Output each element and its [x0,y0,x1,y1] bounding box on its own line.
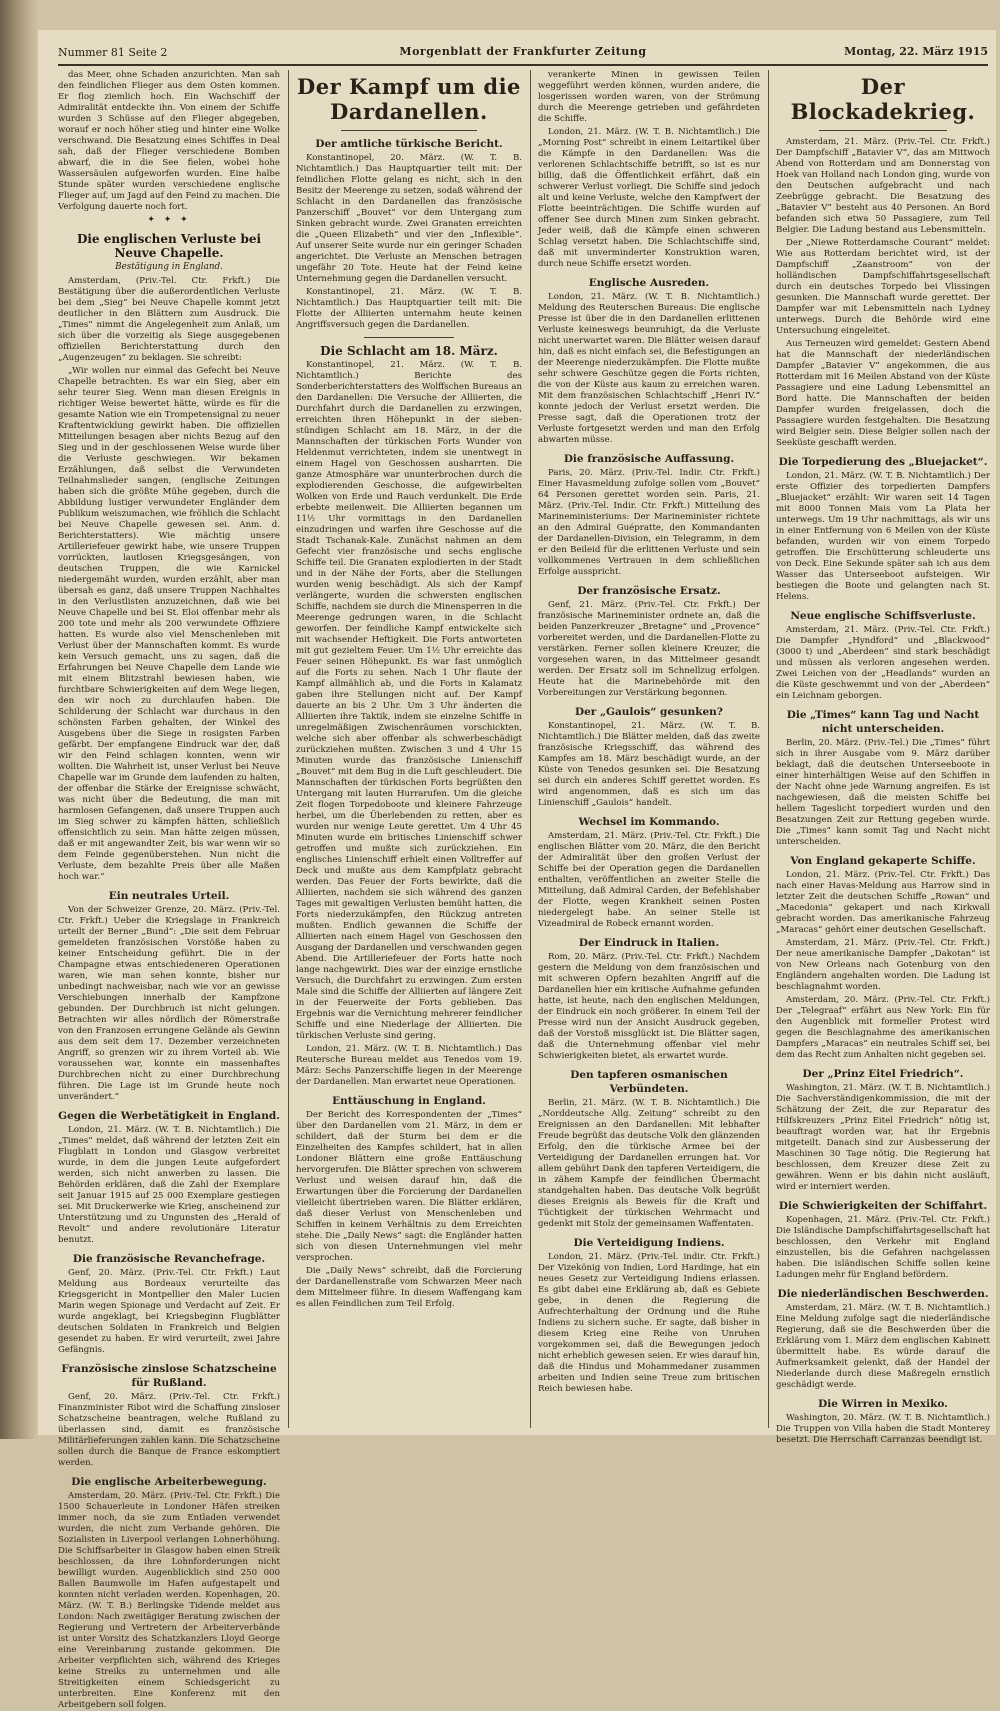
article-paragraph: Amsterdam, 21. März. (Priv.-Tel. Ctr. Frkft.) Die englischen Blätter vom 20. März, die den Bericht der Admiralität über den großen Verlust der Schiffe bei der Operation gegen die Dardanellen enthalten, veröffentlichen an zweiter Stelle die Mitteilung, daß Admiral Carden, der Befehlshaber der Flotte, wegen Krankheit seinen Posten niedergelegt habe. An seiner Stelle ist Vizeadmiral de Robeck ernannt worden. [538,831,760,929]
headline: Den tapferen osmanischen Verbündeten. [570,1069,728,1095]
column-3 [538,70,760,1430]
subheadline: Bestätigung in England. [115,262,223,272]
article-paragraph: Amsterdam, 21. März. (Priv.-Tel. Ctr. Frkft.) Die Dampfer „Hyndford“ und „Blackwood“ (3000 t) und „Aberdeen“ sind stark beschädigt und müssen als verloren angesehen werden. Zwei Leichen von der „Headlands“ wurden an die Küste geschwemmt und von der „Aberdeen“ ein Leichnam geborgen. [776,625,990,701]
article-paragraph: „Wir wollen nur einmal das Gefecht bei Neuve Chapelle betrachten. Es war ein Sieg, aber ein sehr teurer Sieg. Wenn man diesen Ereignis in richtiger Weise bewertet hätte, würde es für die gesamte Nation wie ein Trompetensignal zu neuer Kraftentwicklung gewirkt haben. Die offiziellen Mitteilungen besagen aber nichts Bezug auf den Sieg und in der geschlossenen Weise wurde über die Verluste geschwiegen. Wir bekamen Erzählungen, daß selbst die Verwundeten Teilnahmslieder sangen, (englische Zeitungen haben sich die größte Mühe gegeben, durch die Abbildung lustiger verwundeter Engländer dem Publikum weiszumachen, wie fröhlich die Schlacht bei Neuve Chapelle gewesen sei. Anm. d. Berichterstatters). Wie mächtig unsere Artilleriefeuer gewirkt habe, wie unsere Truppen vorrückten, lautlosen Kriegsgesängen, von deutschen Truppen, die wie Karnickel niedergemäht wurden, wurden erzählt, aber man übersah es ganz, daß unsere Truppen Nachhaltes in den Verlustlisten anzuzeichnen, daß wie bei Neuve Chapelle und bei St. Eloi offenbar mehr als 200 tote und mehr als 200 verwundete Offiziere hatten. Es wurde also viel Menschenleben mit Verlust über der Mannschaften kommt. Es wurde kein Versuch gemacht, uns zu sagen, daß die Erfahrungen bei Neuve Chapelle dem Lande wie mit einem Blitzstrahl bewiesen haben, wie furchtbare Schwierigkeiten auf dem Wege liegen, den wir noch zu durchlaufen haben. Die Schilderung der Schlacht war durchaus in den schönsten Farben gehalten, der Winkel des Ausgebens über die Siege in rosigsten Farben gefärbt. Der empfangene Eindruck war der, daß wir den Feind schlagen konnten, wenn wir wollten. Die Wahrheit ist, unser Verlust bei Neuve Chapelle war im Grunde dem laufenden zu halten, der offenbar die Stärke der Ereignisse schwächt, was nicht über die Bedeutung, die man mit harmlosen Gefangenen, daß unsere Truppen auch im Sieg schwer zu kämpfen hätten, schließlich offensichtlich zu sein. Man hätte zeigen müssen, daß er mit angewandter Zeit, bis war wenn wir so dem Feinde gegenüberstehen. Nun nicht die Verluste, dem bezahlte Preis über alle Maßen hoch war.“ [58,366,280,882]
article-paragraph: London, 21. März. (Priv.-Tel. Ctr. Frkft.) Das nach einer Havas-Meldung aus Harrow sind in letzter Zeit die deutschen Schiffe „Rowan“ und „Macedonia“ gekapert und nach Kirkwall gebracht worden. Das amerikanische Fahrzeug „Maracas“ gehört einer deutschen Gesellschaft. [776,870,990,935]
newspaper-page [38,30,996,1710]
article-paragraph: London, 21. März. (W. T. B. Nichtamtlich.) Die „Times“ meldet, daß während der letzten Zeit ein Flugblatt in London und Glasgow verbreitet wurde, in dem die jungen Leute aufgefordert werden, sich nicht anwerben zu lassen. Die Behörden erklären, daß die Zahl der Exemplare seit Januar 1915 auf 25 000 Exemplare gestiegen sei. Mit Druckerwerke wie Krieg, anscheinend zur Unterstützung und zu Ungunsten des „Herald of Revolt“ und andere revolutionäre Literatur benutzt. [58,1125,280,1245]
headline: Der Eindruck in Italien. [578,937,720,949]
article-paragraph: Amsterdam, (Priv.-Tel. Ctr. Frkft.) Die Bestätigung über die außerordentlichen Verluste bei dem „Sieg“ bei Neuve Chapelle kommt jetzt deutlicher in den Blättern zum Ausdruck. Die „Times“ nimmt die Angelegenheit zum Anlaß, um sich über die vorzeitig als Siege ausgegebenen offiziellen Berichterstattung durch den „Augenzeugen“ zu beklagen. Sie schreibt: [58,276,280,363]
headline: Die Torpedierung des „Bluejacket“. [778,456,988,468]
headline: Die französische Revanchefrage. [72,1253,266,1265]
column-1 [58,70,280,1710]
headline: Die englische Arbeiterbewegung. [71,1476,267,1488]
article-paragraph: Von der Schweizer Grenze, 20. März. (Priv.-Tel. Ctr. Frkft.) Ueber die Kriegslage in Frankreich urteilt der Berner „Bund“: „Die seit dem Februar gemeldeten französischen Vorstöße haben zu keiner Entscheidung geführt. Die in der Champagne etwas entschiedeneren Operationen waren, wie man sehen konnte, bisher nur unbedingt nachweisbar, nach wie vor an gewisse Verschiebungen innerhalb der Kampfzone gebunden. Der Durchbruch ist nicht gelungen. Betrachten wir alles nördlich der Römerstraße von den Franzosen errungene Gelände als Gewinn aus dem seit dem 17. Dezember verzeichneten Angriff, so grenzen wir zu ihrem Vorteil ab. Wie voraussehen war, konnte ein massenhaftes Durchbrechen nicht zu einer Durchbrechung führen. Die Lage ist im Grunde heute noch unverändert.“ [58,905,280,1102]
headline: Die „Times“ kann Tag und Nacht nicht unterscheiden. [786,709,980,735]
headline: Von England gekaperte Schiffe. [790,855,976,867]
headline: Wechsel im Kommando. [578,816,720,828]
column-4 [776,70,990,1445]
section-title: Der Kampf um die Dardanellen. [297,74,521,124]
article-paragraph: Genf, 20. März. (Priv.-Tel. Ctr. Frkft.) Finanzminister Ribot wird die Schaffung zinsloser Schatzscheine beantragen, welche Rußland zu überlassen sind, damit es französische Militärlieferungen zahlen kann. Die Schatzscheine sollen durch die Banque de France eskomptiert werden. [58,1392,280,1468]
headline: Die niederländischen Beschwerden. [777,1288,989,1300]
article-continuation: verankerte Minen in gewissen Teilen weggeführt werden können, wurden andere, die losgerissen worden waren, von der Strömung durch die Meerenge getrieben und gefährdeten die Schiffe. [538,70,760,124]
page-header [58,44,988,66]
column-rule [288,70,289,1428]
article-paragraph: Der „Niewe Rotterdamsche Courant“ meldet: Wie aus Rotterdam berichtet wird, ist der Dampfschiff „Zaanstroom“ von der holländischen Dampfschiffahrtsgesellschaft durch ein deutsches Torpedo bei Vlissingen gesunken. Die Mannschaft wurde gerettet. Der Dampfer war mit Lebensmitteln nach Lydney unterwegs. Durch die Behörde wird eine Untersuchung eingeleitet. [776,238,990,336]
divider [364,337,454,338]
section-title: Der Blockadekrieg. [790,74,976,124]
headline: Die Wirren in Mexiko. [818,1398,948,1410]
column-2 [296,70,522,1430]
article-paragraph: Die „Daily News“ schreibt, daß die Forcierung der Dardanellenstraße vom Schwarzen Meer nach dem Mittelmeer führe. In diesem Waffengang kam es allen Feindlichen zum Teil Erfolg. [296,1266,522,1309]
article-paragraph: London, 21. März. (W. T. B. Nichtamtlich.) Die „Morning Post“ schreibt in einem Leitartikel über die Kämpfe in den Dardanellen: Was die verlorenen Schlachtschiffe betrifft, so ist es nur billig, daß die Öffentlichkeit erfährt, daß ein schwerer Verlust vorliegt. Die Schiffe sind jedoch alt und keine Verluste, welche den Kampfwert der Flotte beeinträchtigen. Die Schiffe wurden auf offener See durch Minen zum Sinken gebracht. Jeder weiß, daß die Kämpfe einen schweren Schlag versetzt haben. Die Schlachtschiffe sind, daß mit unverminderter Konstruktion waren, durch neue Schiffe ersetzt worden. [538,127,760,269]
article-paragraph: Amsterdam, 21. März. (Priv.-Tel. Ctr. Frkft.) Der neue amerikanische Dampfer „Dakotan“ ist von New Orleans nach Gotenburg von den Engländern angehalten worden. Die Ladung ist beschlagnahmt worden. [776,938,990,992]
divider [341,130,477,131]
column-rule [768,70,769,1428]
newspaper-title: Morgenblatt der Frankfurter Zeitung [399,45,647,58]
divider [819,130,947,131]
article-paragraph: Kopenhagen, 21. März. (Priv.-Tel. Ctr. Frkft.) Die Isländische Dampfschiffahrtsgesellschaft hat beschlossen, den Verkehr mit England einzustellen, bis die Gefahren nachgelassen haben. Die isländischen Schiffe sollen keine Ladungen mehr für England befördern. [776,1215,990,1280]
headline: Englische Ausreden. [588,277,710,289]
article-paragraph: Rom, 20. März. (Priv.-Tel. Ctr. Frkft.) Nachdem gestern die Meldung von dem französischen und mit schweren Opfern bezahlten Angriff auf die Dardanellen hier ein kritische Aufnahme gefunden hatte, ist heute, nach den englischen Meldungen, der Eindruck ein noch größerer. In einem Teil der Presse wird nun der Ansicht Ausdruck gegeben, daß der Vorstoß missglückt ist. Die Blätter sagen, daß die Unternehmung offenbar viel mehr Schwierigkeiten bietet, als erwartet wurde. [538,952,760,1061]
headline: Die Verteidigung Indiens. [573,1237,725,1249]
article-continuation: das Meer, ohne Schaden anzurichten. Man sah den feindlichen Flieger aus dem Osten kommen. Er flog ziemlich hoch. Ein Wachschiff der Admiralität entdeckte ihn. Von einem der Schiffe wurden 3 Schüsse auf den Flieger abgegeben, worauf er noch höher stieg und hinter eine Wolke verschwand. Die Besatzung eines Schiffes in Deal sah, daß der Flieger verschiedene Bomben abwarf, die in die See fielen, wobei hohe Wassersäulen aufgeworfen wurden. Eine halbe Stunde später wurden verschiedene englische Flieger auf, um Jagd auf den Feind zu machen. Die Verfolgung dauerte noch fort. [58,70,280,212]
article-paragraph: Aus Terneuzen wird gemeldet: Gestern Abend hat die Mannschaft der niederländischen Dampfer „Batavier V“ angekommen, die aus Rotterdam mit 16 Meilen Abstand von der Küste Passagiere und eine Ladung Lebensmittel an Bord hatte. Die Mannschaften der beiden Dampfer wurden freigelassen, doch die Passagiere wurden festgehalten. Die Besatzung wird Belgier sein. Diese Belgier sollen nach der Seeküste geschafft werden. [776,339,990,448]
headline: Neue englische Schiffsverluste. [790,610,976,622]
article-paragraph: London, 21. März. (W. T. B. Nichtamtlich.) Das Reutersche Bureau meldet aus Tenedos vom 19. März: Sechs Panzerschiffe liegen in der Meerenge der Dardanellen. Man erwartet neue Operationen. [296,1044,522,1087]
article-paragraph: Berlin, 20. März. (Priv.-Tel.) Die „Times“ führt sich in ihrer Ausgabe vom 9. März darüber beklagt, daß die deutschen Unterseeboote in einer hinterhältigen Weise auf den Schiffen in der Nacht ohne jede Warnung angreifen. Es ist nachgewiesen, daß die meisten Schiffe bei hellem Tageslicht torpediert wurden und den Besatzungen Zeit zur Rettung gegeben wurde. Die „Times“ kann somit Tag und Nacht nicht unterscheiden. [776,738,990,847]
headline: Der französische Ersatz. [577,585,721,597]
article-paragraph: London, 21. März. (Priv.-Tel. indir. Ctr. Frkft.) Der Vizekönig von Indien, Lord Hardinge, hat ein neues Gesetz zur Verteidigung Indiens erlassen. Es gibt dabei eine Erklärung ab, daß es Gebiete gebe, in denen die Regierung die Aufrechterhaltung der Ordnung und die Ruhe Indiens zu sichern suche. Er sagte, daß bisher in diesem Krieg eine Reihe von Unruhen vorgekommen sei, daß die Bewegungen jedoch nicht erheblich gewesen seien. Er wies darauf hin, daß die Hindus und Mohammedaner zusammen arbeiten und Indien seine Treue zum britischen Reich bewiesen habe. [538,1252,760,1394]
headline: Die französische Auffassung. [563,453,735,465]
headline: Die Schlacht am 18. März. [320,344,498,358]
headline: Die Schwierigkeiten der Schiffahrt. [778,1200,988,1212]
headline: Die englischen Verluste bei Neuve Chapelle. [76,232,262,260]
separator-ornament: ✦ ✦ ✦ [147,215,191,225]
article-paragraph: Washington, 20. März. (W. T. B. Nichtamtlich.) Die Truppen von Villa haben die Stadt Monterey besetzt. Die Herrschaft Carranzas beendigt ist. [776,1413,990,1445]
article-paragraph: London, 21. März. (W. T. B. Nichtamtlich.) Meldung des Reuterschen Bureaus: Die englische Presse ist über die in den Dardanellen erlittenen Verluste keineswegs beunruhigt, da die Verluste nicht unerwartet waren. Die Blätter weisen darauf hin, daß es nicht einfach sei, die Befestigungen an der Meerenge niederzukämpfen. Die Flotte mußte sehr schwere Geschütze gegen die Forts richten, die von der Küste aus kaum zu erreichen waren. Mit dem französischen Schlachtschiff „Henri IV.“ konnte jedoch der Verlust ersetzt werden. Die Presse sagt, daß die Operationen trotz der Verluste fortgesetzt werden und man den Erfolg abwarten müsse. [538,292,760,445]
article-paragraph: Paris, 20. März. (Priv.-Tel. Indir. Ctr. Frkft.) Einer Havasmeldung zufolge sollen vom „Bouvet“ 64 Personen gerettet worden sein. Paris, 21. März. (Priv.-Tel. Indir. Ctr. Frkft.) Mitteilung des Marineministeriums: Der Marineminister richtete an den Admiral Guépratte, den Kommandanten der Dardanellen-Division, ein Telegramm, in dem er den Beileid für die erlittenen Verluste und sein vollkommenes Vertrauen in dem schließlichen Erfolge ausspricht. [538,468,760,577]
article-paragraph: Berlin, 21. März. (W. T. B. Nichtamtlich.) Die „Norddeutsche Allg. Zeitung“ schreibt zu den Ereignissen an den Dardanellen: Mit lebhafter Freude begrüßt das deutsche Volk den glänzenden Erfolg, den die türkische Armee bei der Verteidigung der Dardanellen errungen hat. Vor allem gebührt Dank den tapferen Verteidigern, die in zähem Kampfe der feindlichen Übermacht standgehalten haben. Das deutsche Volk begrüßt dieses Ereignis als Beweis für die Kraft und Tüchtigkeit der türkischen Wehrmacht und gedenkt mit Stolz der gemeinsamen Waffentaten. [538,1098,760,1229]
column-rule [530,70,531,1428]
article-paragraph: Amsterdam, 20. März. (Priv.-Tel. Ctr. Frkft.) Der „Telegraaf“ erfährt aus New York: Ein für den Augenblick mit formeller Protest wird gegen die Beschlagnahme des amerikanischen Dampfers „Maracas“ ein neutrales Schiff sei, bei dem das Recht zum Anhalten nicht gegeben sei. [776,995,990,1060]
headline: Der „Prinz Eitel Friedrich“. [802,1068,964,1080]
page-binding [0,0,38,1439]
article-paragraph: London, 21. März. (W. T. B. Nichtamtlich.) Der erste Offizier des torpedierten Dampfers „Bluejacket“ erzählt: Wir waren seit 14 Tagen mit 8000 Tonnen Mais vom La Plata her unterwegs. Um 19 Uhr nachmittags, als wir uns in einer Entfernung von 6 Meilen von der Küste befanden, wurden wir von einem Torpedo getroffen. Die Erschütterung schleuderte uns von Deck. Eine Sekunde später sah ich aus dem Wasser das Unterseeboot aufsteigen. Wir bestiegen die Boote und gelangten nach St. Helens. [776,471,990,602]
article-paragraph: Konstantinopel, 21. März. (W. T. B. Nichtamtlich.) Berichte des Sonderberichterstatters des Wolffschen Bureaus an den Dardanellen: Die Versuche der Alliierten, die Durchfahrt durch die Dardanellen zu erzwingen, erreichten ihren Höhepunkt in der sieben-stündigen Schlacht am 18. März, in der die Mannschaften der türkischen Forts Wunder von Heldenmut verrichteten, indem sie unentwegt in einem Hagel von Geschossen ausharrten. Die ganze Atmosphäre war ununterbrochen durch die explodierenden Geschosse, die aufgewirbelten Wolken von Erde und Rauch verdunkelt. Die Erde erbebte meilenweit. Die Alliierten begannen um 11½ Uhr vormittags in den Dardanellen einzudringen und warfen ihre Geschosse auf die Stadt Tschanak-Kale. Zunächst nahmen an dem Gefecht vier französische und sechs englische Schiffe teil. Die Granaten explodierten in der Stadt und in der Nähe der Forts, aber die Stellungen wurden wenig beschädigt. Als sich der Kampf verlängerte, wurden die schwersten englischen Schiffe, nachdem sie durch die Minensperren in die Meerenge gedrungen waren, in die Schlacht geworfen. Der feindliche Kampf entwickelte sich mit wachsender Heftigkeit. Die Forts antworteten mit gut gezieltem Feuer. Um 1½ Uhr erreichte das Feuer seinen Höhepunkt. Es war fast unmöglich auf die Forts zu sehen. Nach 1 Uhr flaute der Kampf allmählich ab, und die Forts in Kalamatz gaben ihre Stellungen nicht auf. Der Kampf dauerte an bis 2 Uhr. Um 3 Uhr änderten die Alliierten ihre Taktik, indem sie einzelne Schiffe in unregelmäßigen Zwischenräumen vorschickten, welche sich aber offenbar als schwerbeschädigt zurückziehen mußten. Zwischen 3 und 4 Uhr 15 Minuten wurde das französische Linienschiff „Bouvet“ mit dem Bug in die Luft geschleudert. Die Mannschaften der türkischen Forts begrüßten den Untergang mit lauten Hurrarufen. Um die gleiche Zeit flogen Torpedoboote und kleinere Fahrzeuge herbei, um die Überlebenden zu retten, aber es wurden nur wenige Leute gerettet. Um 4 Uhr 45 Minuten wurde ein britisches Linienschiff schwer getroffen und mußte sich zurückziehen. Ein englisches Linienschiff erhielt einen Volltreffer auf Deck und mußte aus dem Kampfplatz gebracht werden. Das Feuer der Forts bewirkte, daß die Alliierten, nachdem sie sich während des ganzen Tages mit gewaltigen Verlusten bemüht hatten, die Forts niederzukämpfen, den Rückzug antreten mußten. Endlich gewannen die Schiffe der Alliierten nach einem Hagel von Geschossen den Ausgang der Dardanellen und verschwanden gegen Abend. Die Artilleriefeuer der Forts hatte noch lange nachgewirkt. Dies war der einzige ernstliche Versuch, die Durchfahrt zu erzwingen. Zum ersten Male sind die Schiffe der Alliierten auf längere Zeit in der Feuerweite der Forts geblieben. Das Ergebnis war die Vernichtung mehrerer feindlicher Schiffe und eine Niederlage der Alliierten. Die türkischen Verluste sind gering. [296,360,522,1041]
article-paragraph: Konstantinopel, 21. März. (W. T. B. Nichtamtlich.) Das Hauptquartier teilt mit: Die Flotte der Alliierten unternahm heute keinen Angriffsversuch gegen die Dardanellen. [296,287,522,330]
headline: Gegen die Werbetätigkeit in England. [58,1110,280,1122]
article-paragraph: Konstantinopel, 21. März. (W. T. B. Nichtamtlich.) Die Blätter melden, daß das zweite französische Kriegsschiff, das während des Kampfes am 18. März beschädigt wurde, an der Küste von Tenedos gesunken sei. Die Besatzung sei durch ein anderes Schiff gerettet worden. Es wird angenommen, daß es sich um das Linienschiff „Gaulois“ handelt. [538,721,760,808]
article-paragraph: Amsterdam, 21. März. (W. T. B. Nichtamtlich.) Eine Meldung zufolge sagt die niederländische Regierung, daß sie die Beschwerden über die Erklärung vom 1. März dem englischen Kabinett übermittelt habe. Es würde darauf die Aufmerksamkeit gelenkt, daß der Handel der Niederlande durch diese Maßregeln ernstlich geschädigt werde. [776,1303,990,1390]
article-paragraph: Washington, 21. März. (W. T. B. Nichtamtlich.) Die Sachverständigenkommission, die mit der Schätzung der Zeit, die zur Reparatur des Hilfskreuzers „Prinz Eitel Friedrich“ nötig ist, beauftragt worden war, hat ihr Ergebnis mitgeteilt. Danach sind zur Ausbesserung der Maschinen 30 Tage nötig. Die Regierung hat beschlossen, dem Kreuzer diese Zeit zu gewähren. Wenn er bis dahin nicht ausläuft, wird er interniert werden. [776,1083,990,1192]
headline: Der „Gaulois“ gesunken? [575,706,723,718]
headline: Ein neutrales Urteil. [108,890,230,902]
article-paragraph: Genf, 21. März. (Priv.-Tel. Ctr. Frkft.) Der französische Marineminister ordnete an, daß die beiden Panzerkreuzer „Bretagne“ und „Provence“ vorbereitet werden, und die Dardanellen-Flotte zu verstärken. Ferner sollen kleinere Kreuzer, die vorgesehen waren, in das Mittelmeer gesandt werden. Der Ersatz soll im Schnellzug erfolgen. Heute hat die Marinebehörde mit den Vorbereitungen zur Verstärkung begonnen. [538,600,760,698]
headline: Französische zinslose Schatzscheine für Rußland. [61,1363,277,1389]
article-paragraph: Der Bericht des Korrespondenten der „Times“ über den Dardanellen vom 21. März, in dem er schildert, daß der Sturm bei dem er die Einzelheiten des Kampfes schildert, hat in allen Londoner Blättern eine große Enttäuschung hervorgerufen. Die Blätter sprechen von schwerem Verlust und weisen darauf hin, daß die Erwartungen über die Forcierung der Dardanellen vielleicht übertrieben waren. Die Blätter erklären, daß dieser Verlust von Menschenleben und Schiffen in keinem Verhältnis zu dem Erreichten stehe. Die „Daily News“ sagt: die Engländer hatten sich von diesen Unternehmungen viel mehr versprochen. [296,1110,522,1263]
headline: Enttäuschung in England. [332,1095,486,1107]
page-number: Nummer 81 Seite 2 [58,46,168,59]
headline: Der amtliche türkische Bericht. [315,138,503,150]
article-paragraph: Amsterdam, 20. März. (Priv.-Tel. Ctr. Frkft.) Die 1500 Schauerleute in Londoner Häfen streiken immer noch, da sie zum Entladen verwendet wurden, die nicht zum Verbande gehören. Die Sozialisten in Liverpool verlangen Lohnerhöhung. Die Schiffsarbeiter in Glasgow haben einen Streik beschlossen, da ihre Lohnforderungen nicht bewilligt wurden. Augenblicklich sind 250 000 Ballen Baumwolle im Hafen aufgestapelt und konnten nicht verladen werden. Kopenhagen, 20. März. (W. T. B.) Berlingske Tidende meldet aus London: Nach zweitägiger Beratung zwischen der Regierung und Vertretern der Arbeiterverbände ist unter Vorsitz des Schatzkanzlers Lloyd George eine Vereinbarung zustande gekommen. Die Arbeiter verpflichten sich, während des Krieges keine Streiks zu unternehmen und alle Streitigkeiten einem Schiedsgericht zu unterbreiten. Eine Konferenz mit den Arbeitgebern soll folgen. [58,1491,280,1710]
article-paragraph: Konstantinopel, 20. März. (W. T. B. Nichtamtlich.) Das Hauptquartier teilt mit: Der feindlichen Flotte gelang es nicht, sich in den Besitz der Meerenge zu setzen, sodaß während der Schlacht in den Dardanellen das französische Panzerschiff „Bouvet“ vor dem Untergang zum Sinken gebracht wurde. Zwei Granaten erreichten die „Queen Elizabeth“ und vier den „Inflexible“. Auf unserer Seite wurde nur ein geringer Schaden angerichtet. Die Verluste an Menschen betragen ungefähr 20 Tote. Heute hat der Feind keine Unternehmung gegen die Dardanellen versucht. [296,153,522,284]
article-paragraph: Genf, 20. März. (Priv.-Tel. Ctr. Frkft.) Laut Meldung aus Bordeaux verurteilte das Kriegsgericht in Montpellier den Maler Lucien Marin wegen Spionage und Verdacht auf Zeit. Er wurde angeklagt, bei Kriegsbeginn Flugblätter deutschen Soldaten in Frankreich und Belgien gesendet zu haben. Er wird verurteilt, zwei Jahre Gefängnis. [58,1268,280,1355]
article-paragraph: Amsterdam, 21. März. (Priv.-Tel. Ctr. Frkft.) Der Dampfschiff „Batavier V“, das am Mittwoch Abend von Rotterdam und am Donnerstag von Hoek van Holland nach London ging, wurde von den Deutschen aufgebracht und nach Zeebrügge gebracht. Die Besatzung des „Batavier V“ besteht aus 40 Personen. An Bord befanden sich etwa 50 Passagiere, zum Teil Belgier. Die Ladung bestand aus Lebensmitteln. [776,137,990,235]
issue-date: Montag, 22. März 1915 [844,45,988,58]
